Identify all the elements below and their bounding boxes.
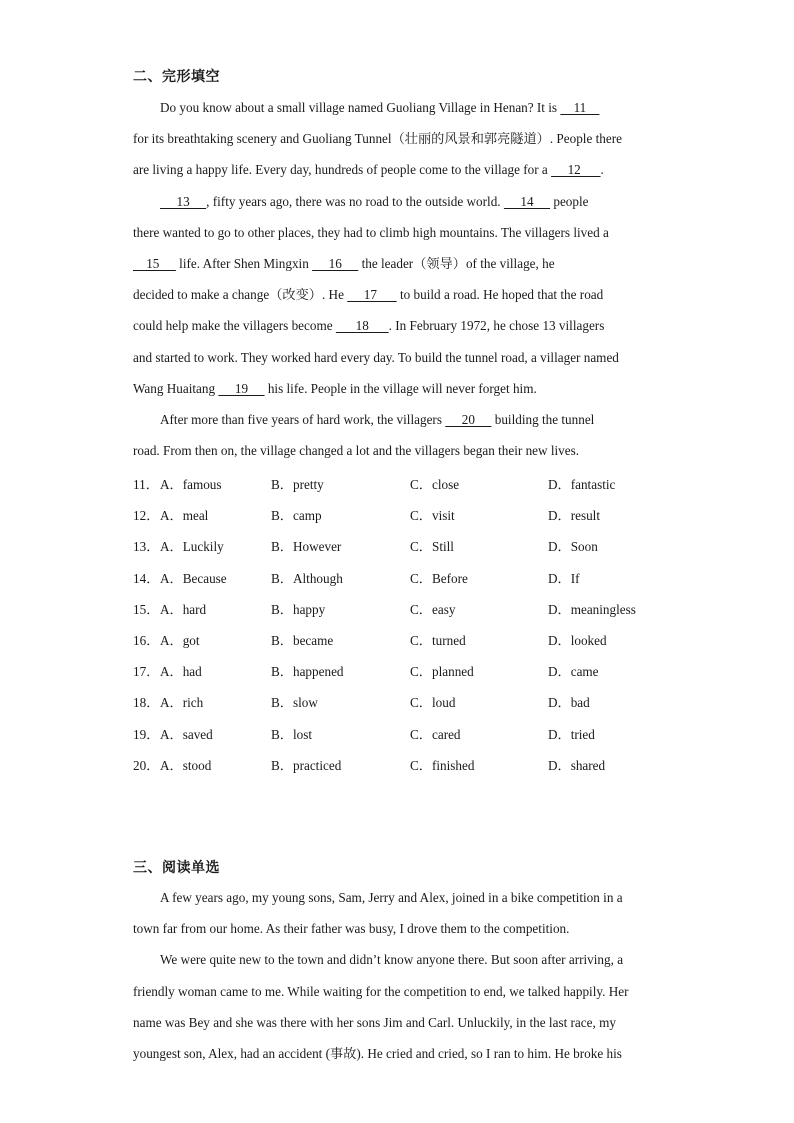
option-a: A．Because xyxy=(160,570,227,586)
answer-blank: 11 xyxy=(560,100,600,115)
option-d: D．looked xyxy=(548,632,607,648)
option-b: B．happened xyxy=(271,664,344,680)
option-d: D．came xyxy=(548,664,599,680)
answer-blank: 17 xyxy=(347,287,397,303)
passage-text: to build a road. He hoped that the road xyxy=(396,287,604,303)
passage-text: Do you know about a small village named Guoliang Village in Henan? It is xyxy=(160,100,561,115)
option-c: C．easy xyxy=(410,601,456,617)
question-number: 20． xyxy=(133,757,160,773)
option-b: B．practiced xyxy=(271,757,342,773)
option-b: B．However xyxy=(271,539,342,555)
answer-blank: 14 xyxy=(503,193,551,209)
answer-blank: 15 xyxy=(133,255,176,271)
question-number: 15． xyxy=(133,601,160,617)
option-b: B．lost xyxy=(271,726,313,742)
option-a: A．saved xyxy=(160,726,213,742)
answer-blank: 13 xyxy=(160,193,207,209)
option-b: B．happy xyxy=(271,601,326,617)
passage-line xyxy=(133,92,663,123)
question-number: 17． xyxy=(133,664,160,680)
question-number: 18． xyxy=(133,695,160,711)
passage-line: name was Bey and she was there with her sons Jim and Carl. Unluckily, in the last race, my xyxy=(133,1014,616,1030)
passage-line xyxy=(133,310,663,341)
passage-line: We were quite new to the town and didn’t know anyone there. But soon after arriving, a xyxy=(160,952,624,968)
passage-text: the leader（领导）of the village, he xyxy=(358,255,555,271)
passage-line xyxy=(133,404,663,435)
passage-line xyxy=(133,154,663,185)
option-d: D．result xyxy=(548,508,601,524)
passage-text: After more than five years of hard work, the villagers xyxy=(160,411,446,427)
option-c: C．cared xyxy=(410,726,461,742)
passage-line: town far from our home. As their father was busy, I drove them to the competition. xyxy=(133,921,570,937)
passage-line xyxy=(133,123,663,154)
passage-text: could help make the villagers become xyxy=(133,318,336,334)
option-d: D．fantastic xyxy=(548,477,616,492)
option-c: C．visit xyxy=(410,508,455,524)
question-number: 16． xyxy=(133,632,160,648)
reading-passage xyxy=(133,882,663,1069)
option-d: D．Soon xyxy=(548,539,598,555)
passage-line xyxy=(133,248,663,279)
passage-line: youngest son, Alex, had an accident (事故). He cried and cried, so I ran to him. He broke his xyxy=(133,1045,622,1061)
option-b: B．camp xyxy=(271,508,322,524)
passage-text: . In February 1972, he chose 13 villagers xyxy=(388,318,605,334)
passage-text: road. From then on, the village changed a lot and the villagers began their new lives. xyxy=(133,443,580,459)
option-d: D．If xyxy=(548,570,580,586)
answer-blank: 18 xyxy=(335,318,389,334)
option-c: C．finished xyxy=(410,757,475,773)
question-number: 13． xyxy=(133,539,160,555)
passage-text: there wanted to go to other places, they had to climb high mountains. The villagers lived a xyxy=(133,224,609,240)
passage-text: Wang Huaitang xyxy=(133,380,219,396)
section-heading-cloze: 二、完形填空 xyxy=(133,69,220,85)
passage-line: A few years ago, my young sons, Sam, Jerry and Alex, joined in a bike competition in a xyxy=(160,890,623,905)
passage-line xyxy=(133,217,663,248)
option-b: B．Although xyxy=(271,570,343,586)
option-a: A．rich xyxy=(160,695,204,711)
option-d: D．shared xyxy=(548,757,606,773)
passage-text: building the tunnel xyxy=(491,411,595,427)
option-a: A．stood xyxy=(160,757,212,773)
passage-text: and started to work. They worked hard every day. To build the tunnel road, a villager named xyxy=(133,349,619,365)
question-number: 11． xyxy=(133,477,159,492)
passage-line xyxy=(133,279,663,310)
passage-text: . xyxy=(600,162,604,178)
option-a: A．meal xyxy=(160,508,209,524)
option-a: A．hard xyxy=(160,601,207,617)
option-c: C．planned xyxy=(410,664,474,680)
passage-text: life. After Shen Mingxin xyxy=(175,255,313,271)
cloze-passage xyxy=(133,92,663,466)
option-a: A．got xyxy=(160,632,200,648)
answer-blank: 16 xyxy=(312,255,359,271)
answer-blank: 12 xyxy=(551,162,601,178)
passage-line xyxy=(133,342,663,373)
option-a: A．had xyxy=(160,664,202,680)
option-b: B．became xyxy=(271,632,334,648)
question-number: 14． xyxy=(133,570,160,586)
option-c: C．turned xyxy=(410,632,466,648)
option-c: C．loud xyxy=(410,695,456,711)
question-number: 12． xyxy=(133,508,160,524)
option-c: C．Before xyxy=(410,570,468,586)
option-d: D．tried xyxy=(548,726,595,742)
passage-text: are living a happy life. Every day, hundreds of people come to the village for a xyxy=(133,162,552,178)
passage-text: , fifty years ago, there was no road to the outside world. xyxy=(206,193,504,209)
option-b: B．slow xyxy=(271,695,318,711)
passage-line xyxy=(133,186,663,217)
passage-text: for its breathtaking scenery and Guoliang Tunnel（壮丽的风景和郭亮隧道）. People there xyxy=(133,131,622,147)
passage-text: decided to make a change（改变）. He xyxy=(133,287,348,303)
answer-blank: 20 xyxy=(445,411,492,427)
option-c: C．Still xyxy=(410,539,454,555)
option-a: A．Luckily xyxy=(160,539,224,555)
passage-line xyxy=(133,373,663,404)
passage-line xyxy=(133,435,663,466)
passage-text: people xyxy=(550,193,589,209)
option-a: A．famous xyxy=(160,477,222,492)
passage-line: friendly woman came to me. While waiting for the competition to end, we talked happily. Her xyxy=(133,983,629,999)
answer-blank: 19 xyxy=(218,380,265,396)
section-heading-reading: 三、阅读单选 xyxy=(133,860,220,876)
option-d: D．meaningless xyxy=(548,601,636,617)
option-d: D．bad xyxy=(548,695,590,711)
option-c: C．close xyxy=(410,477,460,492)
option-b: B．pretty xyxy=(271,477,324,492)
passage-text: his life. People in the village will never forget him. xyxy=(264,380,537,396)
question-number: 19． xyxy=(133,726,160,742)
